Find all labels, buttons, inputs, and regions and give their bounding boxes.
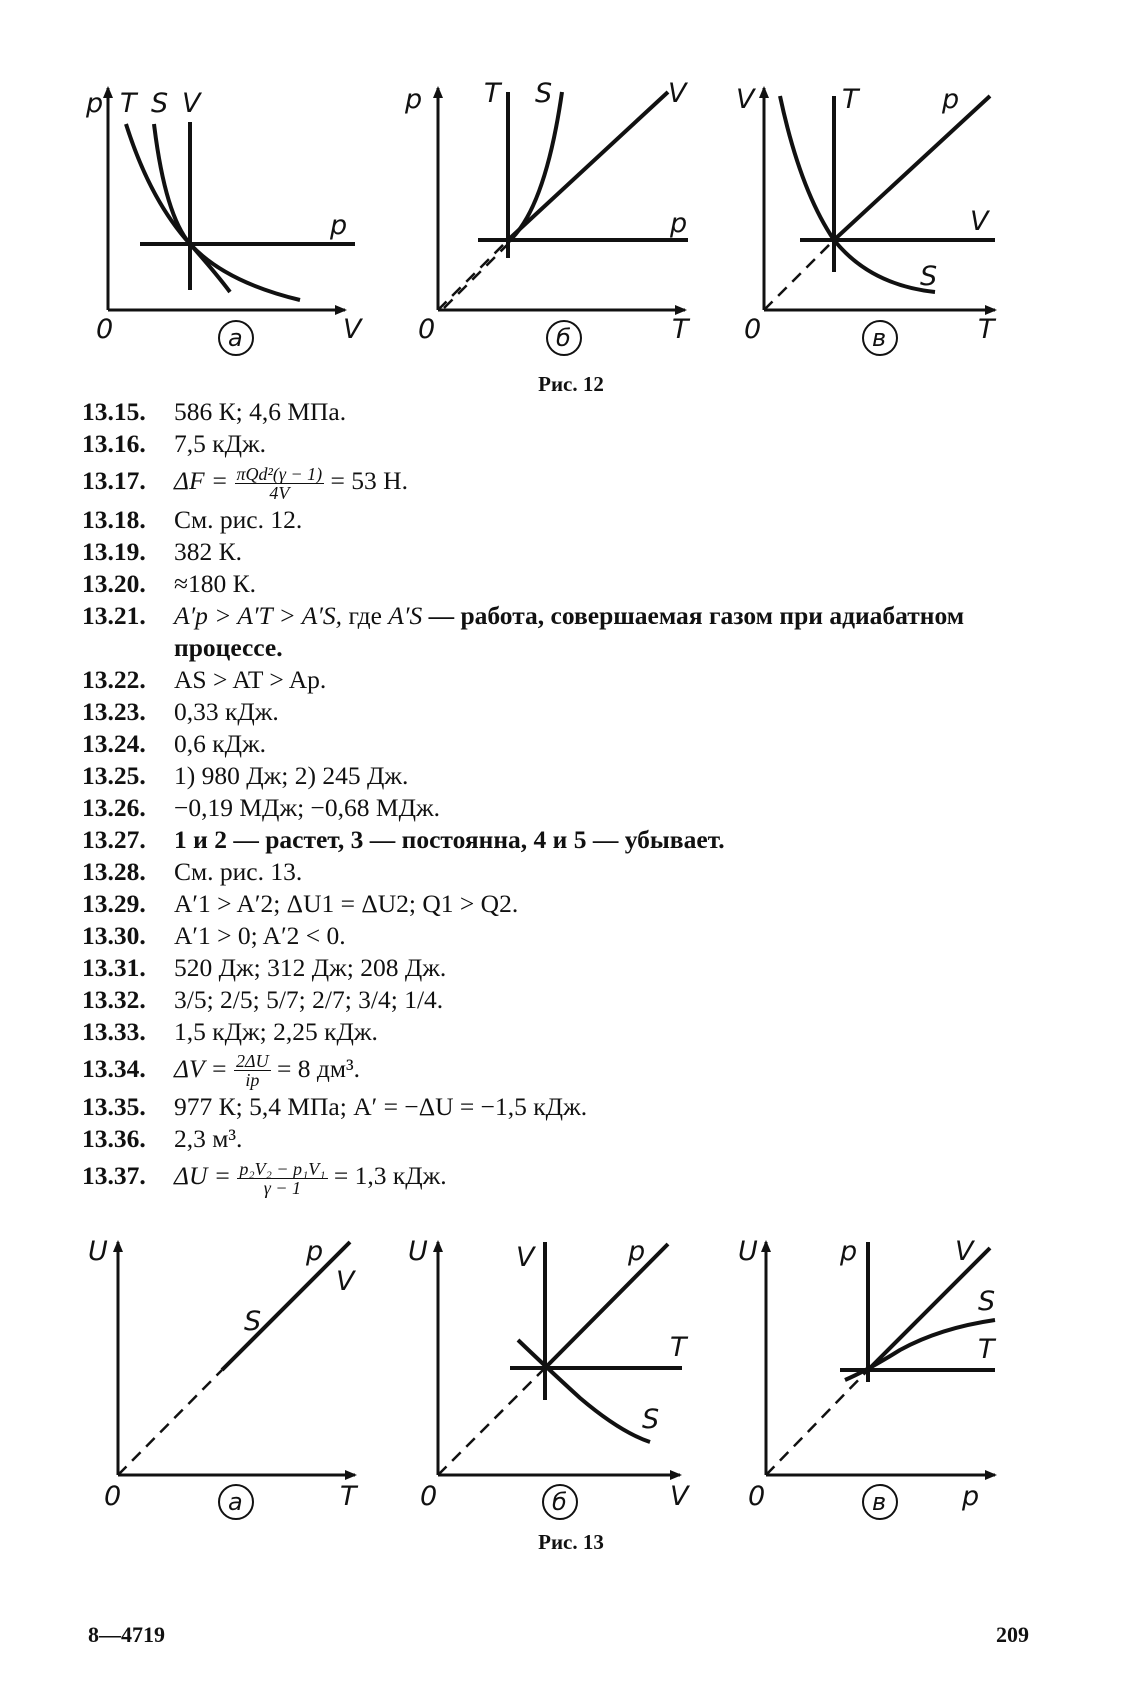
fig13b-x-label: V bbox=[670, 1481, 689, 1512]
fig12a-x-label: V bbox=[343, 314, 362, 345]
fig13b-curve-T: T bbox=[670, 1332, 687, 1363]
fig12b-panel-mark: б bbox=[556, 324, 571, 352]
answer-description: — работа, совершаемая газом при адиабатном процессе. bbox=[174, 600, 965, 662]
fig13c-curve-T: T bbox=[978, 1334, 995, 1365]
fig13-panel-c bbox=[738, 1236, 997, 1519]
formula-lhs: ΔF = bbox=[174, 466, 229, 495]
answer-13-23: 13.23. 0,33 кДж. bbox=[82, 696, 279, 726]
fig13c-panel-mark: в bbox=[872, 1488, 887, 1516]
answer-13-25: 13.25. 1) 980 Дж; 2) 245 Дж. bbox=[82, 760, 409, 790]
answers-list bbox=[82, 396, 1042, 1199]
fig12b-y-label: p bbox=[405, 84, 423, 115]
fig12a-origin: 0 bbox=[96, 314, 114, 345]
answer-13-20: 13.20. ≈180 К. bbox=[82, 568, 257, 598]
answer-13-16: 13.16. 7,5 кДж. bbox=[82, 429, 267, 458]
fig13a-curve-V: V bbox=[336, 1266, 355, 1297]
fig12a-curve-V: V bbox=[182, 88, 201, 119]
answer-13-15: 13.15. 586 К; 4,6 МПа. bbox=[82, 397, 347, 426]
fig12a-curve-T: T bbox=[120, 88, 137, 119]
figure-12-caption: Рис. 12 bbox=[538, 372, 604, 396]
answer-13-37: 13.37. ΔU = $\frac{\text{p₂V₂ − p₁V₁}}{\gamma - 1}$ = 1,3 кДж. bbox=[82, 1158, 447, 1198]
answer-13-22: 13.22. AS > AT > Ap. bbox=[82, 664, 327, 694]
figure-12 bbox=[0, 0, 1142, 370]
fig12c-panel-mark: в bbox=[872, 324, 887, 352]
fig12c-x-label: T bbox=[978, 314, 995, 345]
fig12c-curve-S: S bbox=[920, 261, 938, 292]
fig13b-curve-V: V bbox=[516, 1242, 535, 1273]
fig13c-y-label: U bbox=[738, 1236, 758, 1267]
figure-13-graphics bbox=[0, 1230, 1142, 1530]
fig13a-y-label: U bbox=[88, 1236, 108, 1267]
answer-where: где bbox=[348, 600, 382, 630]
fig12c-curve-p: p bbox=[942, 84, 960, 115]
answer-13-19: 13.19. 382 К. bbox=[82, 536, 243, 566]
fig13a-curve-S: S bbox=[244, 1306, 262, 1337]
fig13a-panel-mark: а bbox=[228, 1488, 243, 1516]
answer-13-17: 13.17. ΔF = $\frac{\text{πQd²(γ − 1)}}{4V}$ = 53 Н. bbox=[82, 463, 408, 503]
answer-13-28: 13.28. См. рис. 13. bbox=[82, 856, 303, 886]
formula-rhs: = 53 Н. bbox=[330, 466, 408, 495]
fig12b-curve-S: S bbox=[535, 78, 553, 109]
fig12b-curve-T: T bbox=[484, 78, 501, 109]
answer-13-31: 13.31. 520 Дж; 312 Дж; 208 Дж. bbox=[82, 952, 447, 982]
fig13a-x-label: T bbox=[340, 1481, 357, 1512]
fig12c-curve-V: V bbox=[970, 206, 989, 237]
fig13-panel-a bbox=[88, 1236, 359, 1519]
fig13c-curve-S: S bbox=[978, 1286, 996, 1317]
fig12-panel-b bbox=[404, 78, 691, 355]
answer-13-21: 13.21. A′p > A′T > A′S, где A′S — работа, совершаемая газом при адиабатном процессе. bbox=[82, 600, 965, 662]
formula-lhs: ΔU = bbox=[174, 1161, 231, 1191]
fig12c-y-label: V bbox=[736, 84, 755, 115]
formula-rhs: = 8 дм³. bbox=[277, 1053, 361, 1083]
fig12b-curve-p: p bbox=[670, 208, 688, 239]
fig13b-panel-mark: б bbox=[552, 1488, 567, 1516]
fig12-panel-c bbox=[736, 84, 997, 355]
answer-13-30: 13.30. A′1 > 0; A′2 < 0. bbox=[82, 920, 346, 950]
fig13c-x-label: p bbox=[962, 1481, 980, 1512]
answer-13-24: 13.24. 0,6 кДж. bbox=[82, 728, 267, 758]
fig13b-origin: 0 bbox=[420, 1481, 438, 1512]
answer-13-26: 13.26. −0,19 МДж; −0,68 МДж. bbox=[82, 792, 440, 822]
fig12c-curve-T: T bbox=[842, 84, 859, 115]
answer-13-27: 13.27. 1 и 2 — растет, 3 — постоянна, 4 и 5 — убывает. bbox=[82, 824, 725, 854]
print-code: 8—4719 bbox=[88, 1622, 165, 1647]
fig13c-curve-V: V bbox=[955, 1236, 974, 1267]
answer-13-32: 13.32. 3/5; 2/5; 5/7; 2/7; 3/4; 1/4. bbox=[82, 984, 444, 1014]
fig13-panel-b bbox=[408, 1236, 691, 1519]
fig12a-panel-mark: а bbox=[228, 324, 243, 352]
fig13b-curve-p: p bbox=[628, 1236, 646, 1267]
fig12b-curve-V: V bbox=[668, 78, 687, 109]
figure-13 bbox=[0, 1230, 1142, 1530]
answer-13-36: 13.36. 2,3 м³. bbox=[82, 1124, 243, 1154]
fig12c-origin: 0 bbox=[744, 314, 762, 345]
fig12a-y-label: p bbox=[86, 88, 104, 119]
page-number: 209 bbox=[996, 1622, 1029, 1647]
formula-lhs: ΔV = bbox=[174, 1053, 228, 1083]
fig12b-x-label: T bbox=[672, 314, 689, 345]
formula-symbol: A′S bbox=[388, 600, 423, 630]
answer-13-34: 13.34. ΔV = $\frac{2\Delta U}{ip}$ = 8 дм³. bbox=[82, 1051, 361, 1091]
answer-13-29: 13.29. A′1 > A′2; ΔU1 = ΔU2; Q1 > Q2. bbox=[82, 888, 519, 918]
formula-rhs: = 1,3 кДж. bbox=[333, 1161, 447, 1191]
fig13b-curve-S: S bbox=[642, 1404, 660, 1435]
fig13a-origin: 0 bbox=[104, 1481, 122, 1512]
figure-13-caption: Рис. 13 bbox=[538, 1530, 604, 1554]
fig13c-origin: 0 bbox=[748, 1481, 766, 1512]
figure-12-graphics bbox=[0, 0, 1142, 370]
formula-fraction: $\frac{\text{p₂V₂ − p₁V₁}}{\gamma - 1}$ bbox=[239, 1158, 326, 1198]
fig12a-curve-S: S bbox=[151, 88, 169, 119]
fig12-panel-a bbox=[85, 88, 364, 355]
answer-13-33: 13.33. 1,5 кДж; 2,25 кДж. bbox=[82, 1016, 378, 1046]
answer-13-18: 13.18. См. рис. 12. bbox=[82, 504, 303, 534]
fig13a-curve-p: p bbox=[306, 1236, 324, 1267]
fig12b-origin: 0 bbox=[418, 314, 436, 345]
formula-inequality: A′p > A′T > A′S, bbox=[174, 600, 343, 630]
formula-fraction: $\frac{\text{πQd²(γ − 1)}}{4V}$ bbox=[236, 463, 323, 503]
answer-13-35: 13.35. 977 К; 5,4 МПа; A′ = −ΔU = −1,5 кДж. bbox=[82, 1092, 588, 1122]
fig13b-y-label: U bbox=[408, 1236, 428, 1267]
formula-fraction: $\frac{2\Delta U}{ip}$ bbox=[236, 1051, 269, 1091]
fig13c-curve-p: p bbox=[840, 1236, 858, 1267]
fig12a-curve-p: p bbox=[330, 210, 348, 241]
